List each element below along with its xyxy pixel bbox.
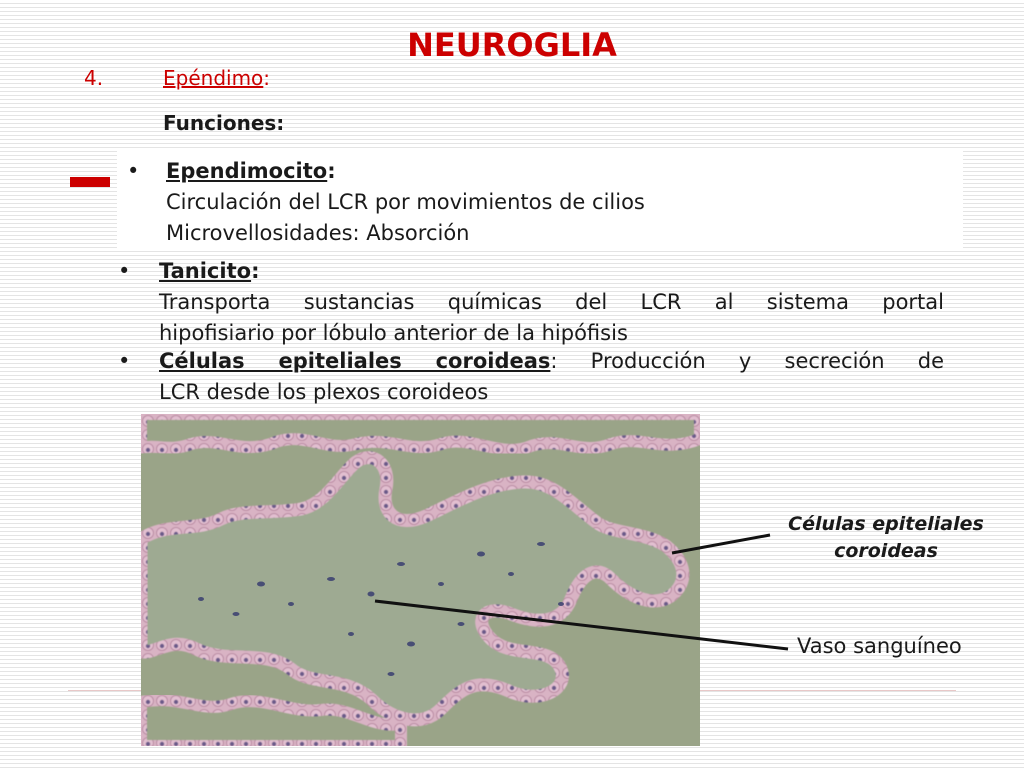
- slide-title: NEUROGLIA: [407, 26, 617, 64]
- caption-line: coroideas: [834, 540, 938, 562]
- micrograph-drawing: [141, 414, 700, 746]
- bullet-glyph: •: [127, 159, 140, 183]
- bullet-line: LCR desde los plexos coroideos: [159, 380, 489, 404]
- caption-line: Células epiteliales: [788, 513, 984, 535]
- bullet-heading: [159, 256, 944, 287]
- bullet-line: Transporta sustancias químicas del LCR al sistema portal: [159, 290, 944, 314]
- bullet-heading-text: Ependimocito: [166, 159, 328, 183]
- blood-vessel-caption: Vaso sanguíneo: [797, 634, 962, 658]
- bullet-heading-colon: :: [251, 259, 260, 283]
- section-number: 4.: [84, 66, 104, 90]
- bullet-tanicito: [118, 256, 944, 349]
- epithelial-cells-caption: [766, 511, 1006, 565]
- section-title-text: Epéndimo: [163, 66, 264, 90]
- bullet-line: Microvellosidades: Absorción: [166, 221, 470, 245]
- bullet-heading-colon: :: [327, 159, 336, 183]
- bullet-heading: [166, 156, 645, 187]
- bullet-heading-text: Células epiteliales coroideas: [159, 349, 551, 373]
- bullet-celulas-epiteliales: [118, 346, 944, 408]
- subheading: Funciones:: [163, 111, 285, 135]
- bullet-line: Circulación del LCR por movimientos de cilios: [166, 190, 645, 214]
- section-title-colon: :: [263, 66, 271, 90]
- bullet-glyph: •: [118, 259, 131, 283]
- bullet-line: hipofisiario por lóbulo anterior de la hipófisis: [159, 321, 628, 345]
- bullet-glyph: •: [118, 349, 131, 373]
- section-title: [163, 66, 270, 90]
- micrograph-image: [141, 414, 700, 746]
- bullet-line: [159, 346, 944, 377]
- red-accent-bar: [70, 177, 110, 187]
- bullet-line-rest: : Producción y secreción de: [550, 349, 945, 373]
- bullet-heading-text: Tanicito: [159, 259, 252, 283]
- bullet-ependimocito: [127, 156, 645, 249]
